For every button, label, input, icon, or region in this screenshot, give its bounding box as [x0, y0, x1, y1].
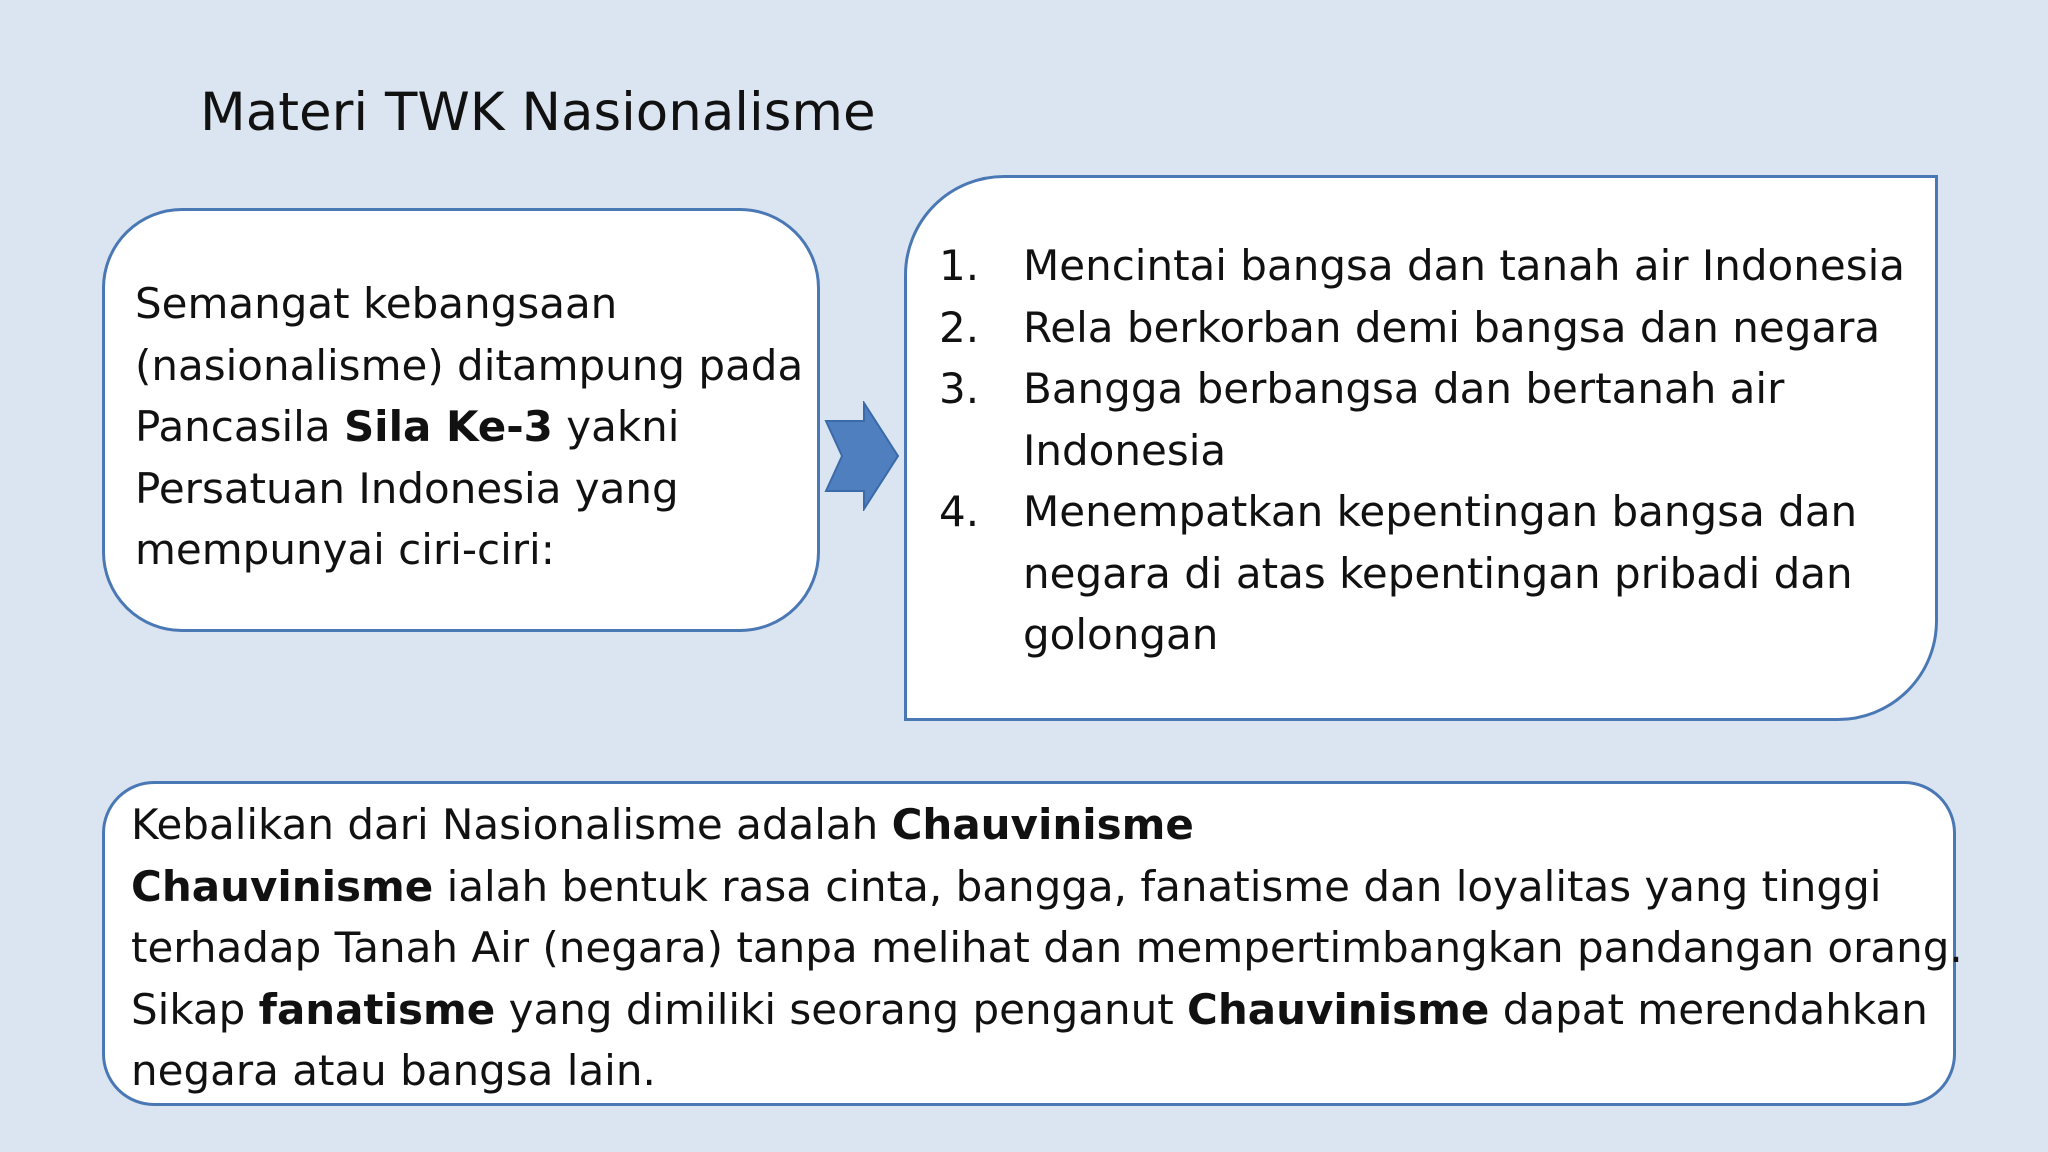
- list-item: [939, 358, 1915, 481]
- list-item-line: negara di atas kepentingan pribadi dan: [1023, 548, 1853, 598]
- chauvinism-line: [131, 856, 1933, 918]
- chauvinism-text: Sikap: [131, 984, 259, 1034]
- chauvinism-text: Kebalikan dari Nasionalisme adalah: [131, 800, 892, 849]
- list-number: 2.: [939, 302, 980, 352]
- description-line: [135, 396, 797, 458]
- chauvinism-bold-text: fanatisme: [258, 984, 496, 1034]
- description-line: Semangat kebangsaan: [135, 279, 618, 328]
- list-item-line: Bangga berbangsa dan bertanah air: [1023, 364, 1785, 413]
- list-item: [939, 235, 1915, 297]
- chauvinism-bold-text: Chauvinisme: [1187, 984, 1490, 1034]
- list-item: [939, 297, 1915, 359]
- description-bold-text: Sila Ke-3: [343, 402, 553, 451]
- characteristics-list: [939, 235, 1915, 666]
- list-number: 1.: [939, 241, 980, 290]
- chauvinism-box: [102, 781, 1963, 1106]
- list-item-text: [1023, 358, 1784, 481]
- chauvinism-text: yang dimiliki seorang penganut: [495, 984, 1188, 1034]
- arrow-right-icon: [824, 401, 900, 511]
- chauvinism-line: negara atau bangsa lain.: [131, 1046, 656, 1095]
- list-item-line: Rela berkorban demi bangsa dan negara: [1023, 302, 1881, 352]
- nationalism-description-box: [102, 208, 820, 632]
- chauvinism-text: dapat merendahkan: [1489, 984, 1928, 1034]
- chauvinism-bold-text: Chauvinisme: [131, 861, 434, 911]
- list-item-line: Menempatkan kepentingan bangsa dan: [1023, 487, 1858, 536]
- list-number: 3.: [939, 364, 980, 413]
- list-item-text: [1023, 235, 1905, 297]
- list-item: [939, 481, 1915, 666]
- list-item-line: Indonesia: [1023, 425, 1227, 475]
- list-number: 4.: [939, 487, 980, 536]
- list-item-line: Mencintai bangsa dan tanah air Indonesia: [1023, 241, 1905, 290]
- chauvinism-line: [131, 794, 1933, 856]
- description-line: Persatuan Indonesia yang: [135, 463, 679, 513]
- list-item-line: golongan: [1023, 610, 1219, 659]
- chauvinism-line: [131, 979, 1933, 1041]
- description-text: Pancasila: [135, 402, 344, 451]
- list-item-text: [1023, 481, 1857, 666]
- description-text: yakni: [552, 402, 680, 451]
- characteristics-box: [904, 175, 1938, 721]
- chauvinism-line: terhadap Tanah Air (negara) tanpa melihat dan mempertimbangkan pandangan orang.: [131, 923, 1963, 972]
- list-item-text: [1023, 297, 1880, 359]
- description-line: (nasionalisme) ditampung pada: [135, 340, 804, 390]
- chauvinism-text: ialah bentuk rasa cinta, bangga, fanatisme dan loyalitas yang tinggi: [433, 861, 1882, 911]
- description-line: mempunyai ciri-ciri:: [135, 525, 555, 574]
- chauvinism-bold-text: Chauvinisme: [891, 800, 1194, 849]
- slide-title: Materi TWK Nasionalisme: [200, 82, 876, 143]
